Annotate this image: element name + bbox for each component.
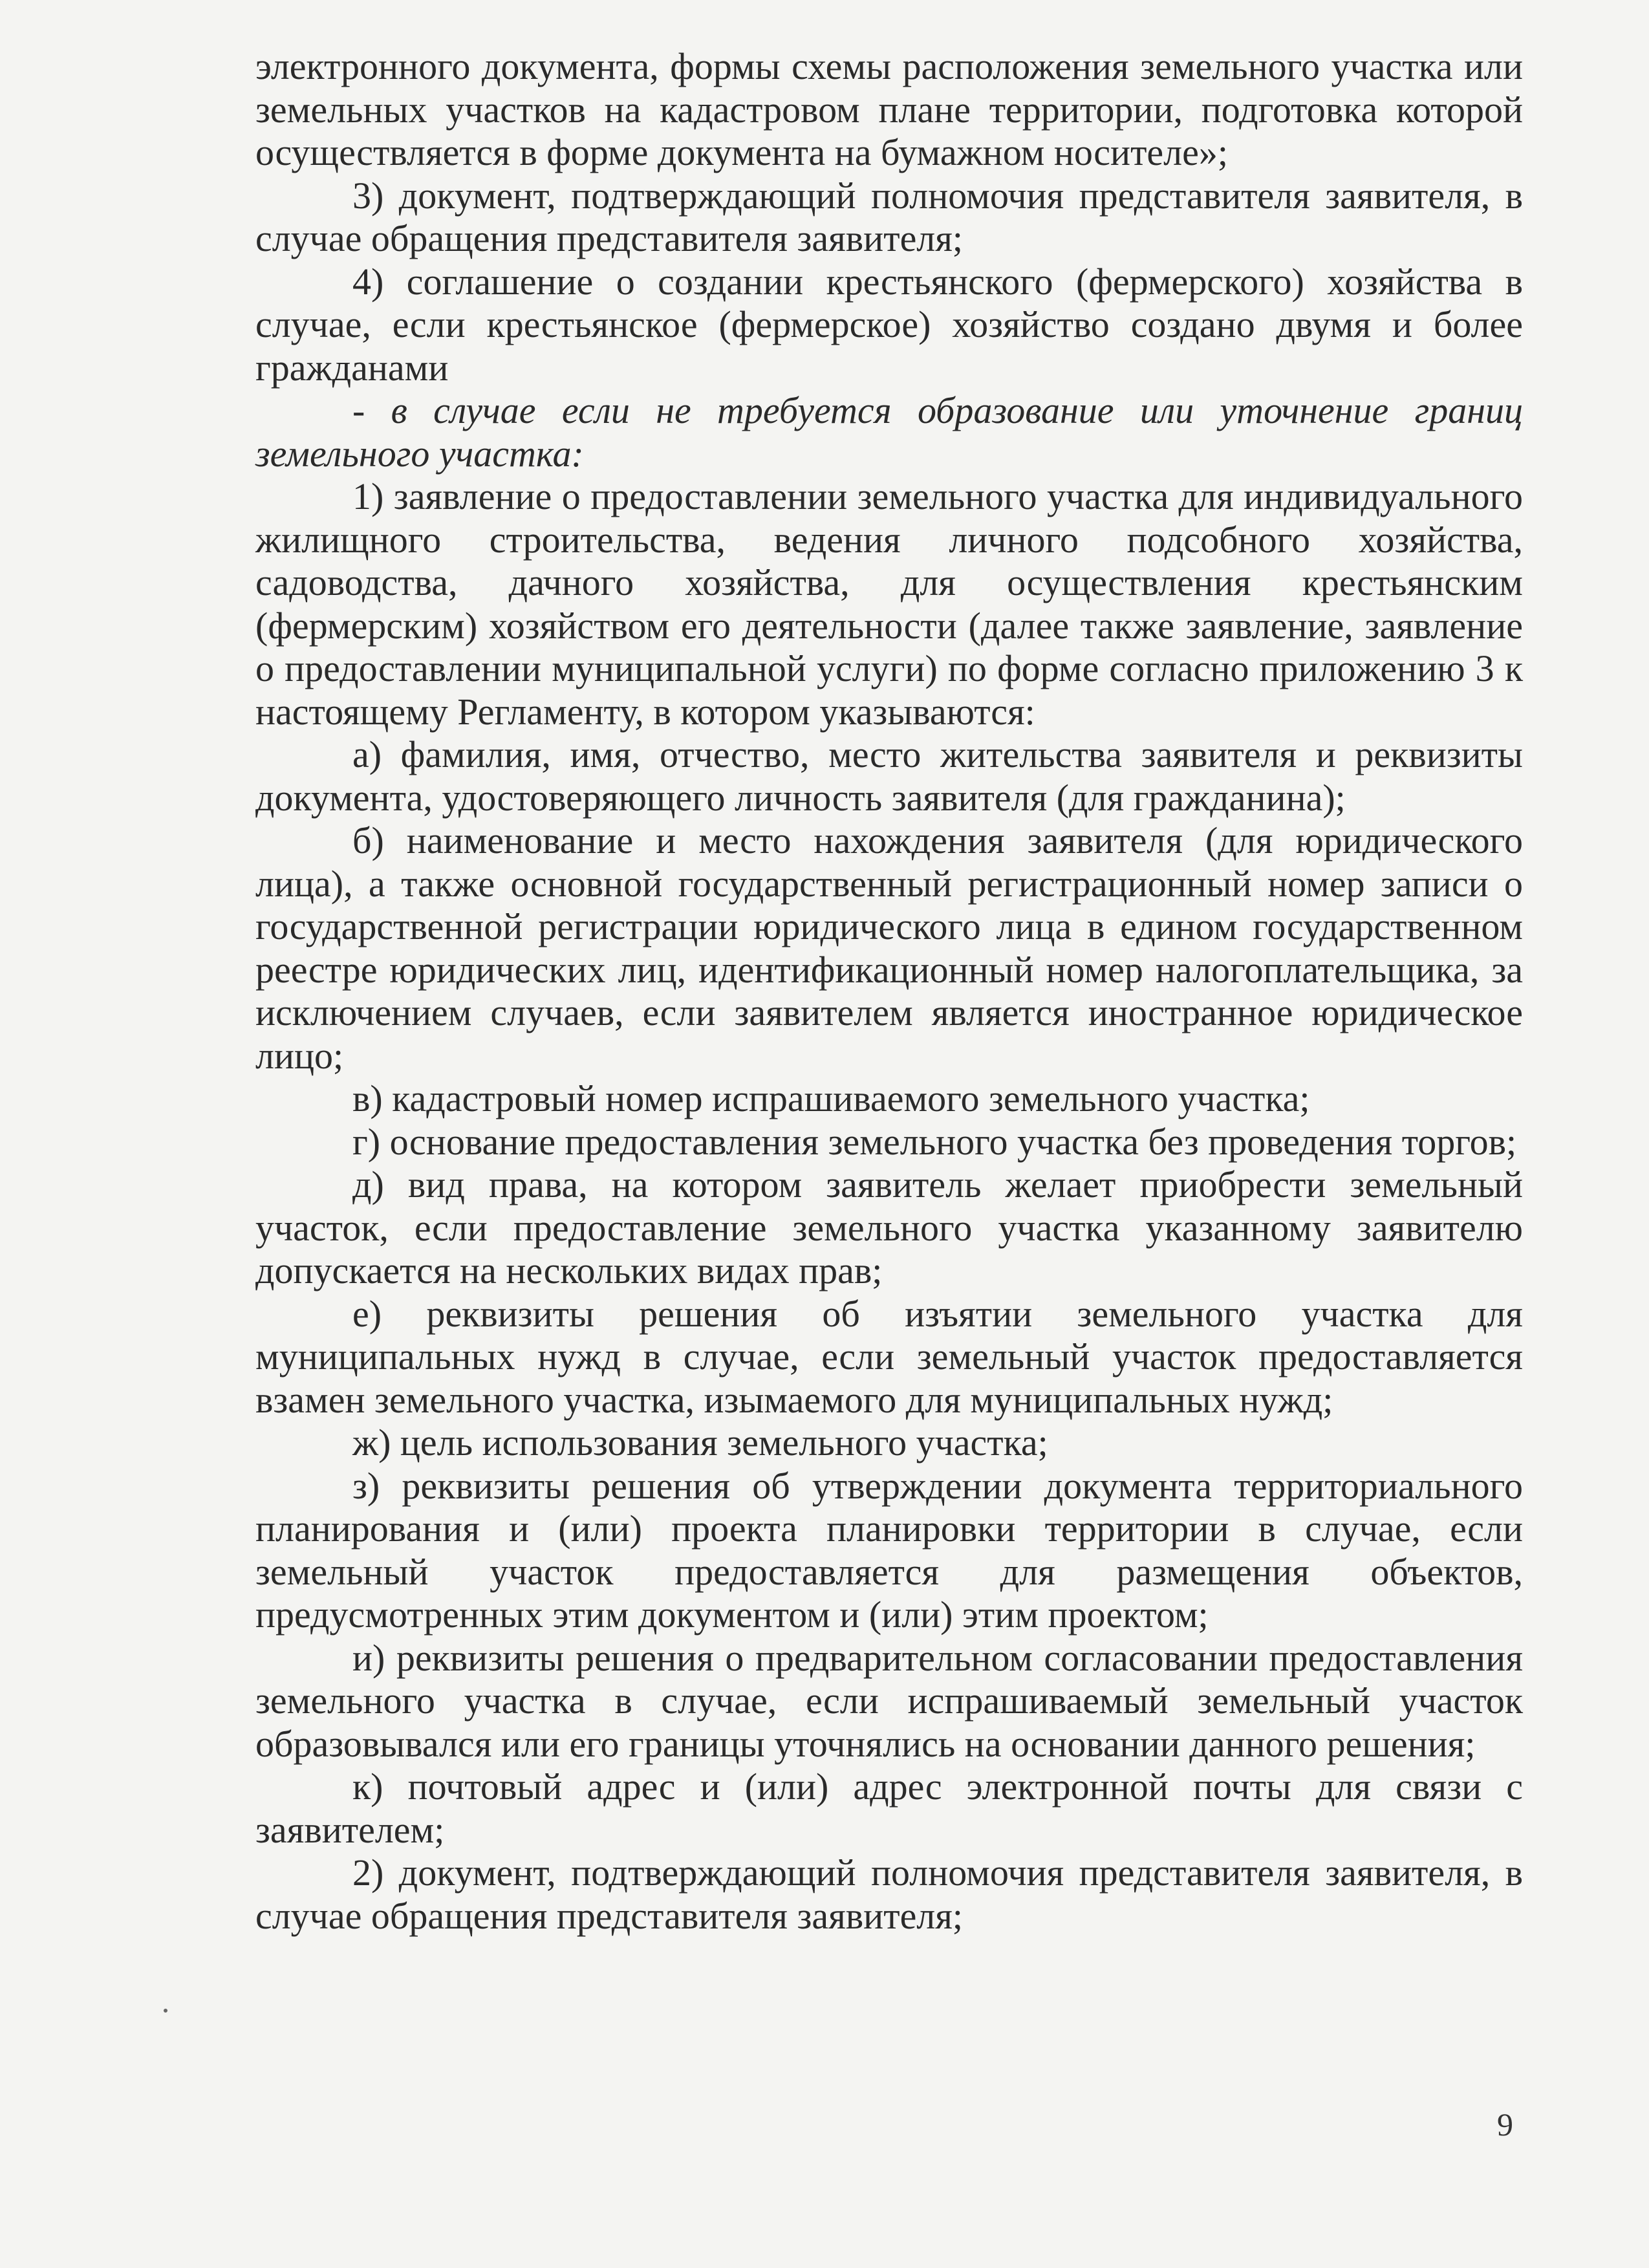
paragraph: д) вид права, на котором заявитель желает приобрести земельный участок, если предоставление земельного участка указанному заявителю допускается на нескольких видах прав; xyxy=(255,1163,1523,1291)
document-body xyxy=(255,45,1523,1938)
paragraph: е) реквизиты решения об изъятии земельного участка для муниципальных нужд в случае, если земельный участок предоставляется взамен земельного участка, изымаемого для муниципальных нужд; xyxy=(255,1292,1523,1421)
paragraph: 3) документ, подтверждающий полномочия представителя заявителя, в случае обращения представителя заявителя; xyxy=(255,174,1523,259)
paragraph: 4) соглашение о создании крестьянского (фермерского) хозяйства в случае, если крестьянское (фермерское) хозяйство создано двумя и более гражданами xyxy=(255,260,1523,389)
paragraph: в) кадастровый номер испрашиваемого земельного участка; xyxy=(352,1077,1310,1119)
paragraph: 2) документ, подтверждающий полномочия представителя заявителя, в случае обращения представителя заявителя; xyxy=(255,1852,1523,1937)
scan-speck xyxy=(164,2009,167,2013)
paragraph-italic-heading: - в случае если не требуется образование или уточнение границ земельного участка: xyxy=(255,389,1523,475)
paragraph: электронного документа, формы схемы расположения земельного участка или земельных участков на кадастровом плане территории, подготовка которой осуществляется в форме документа на бумажном носителе»; xyxy=(255,45,1523,173)
paragraph: б) наименование и место нахождения заявителя (для юридического лица), а также основной государственный регистрационный номер записи о государственной регистрации юридического лица в едином государственном реестре юридических лиц, идентификационный номер налогоплательщика, за исключением случаев, если заявителем является иностранное юридическое лицо; xyxy=(255,819,1523,1077)
paragraph: г) основание предоставления земельного участка без проведения торгов; xyxy=(352,1120,1517,1163)
paragraph: а) фамилия, имя, отчество, место жительства заявителя и реквизиты документа, удостоверяющего личность заявителя (для гражданина); xyxy=(255,733,1523,819)
paragraph: з) реквизиты решения об утверждении документа территориального планирования и (или) проекта планировки территории в случае, если земельный участок предоставляется для размещения объектов, предусмотренных этим документом и (или) этим проектом; xyxy=(255,1464,1523,1636)
paragraph: ж) цель использования земельного участка; xyxy=(352,1421,1048,1463)
paragraph: 1) заявление о предоставлении земельного участка для индивидуального жилищного строительства, ведения личного подсобного хозяйства, садоводства, дачного хозяйства, для осуществления крестьянским (фермерским) хозяйством его деятельности (далее также заявление, заявление о предоставлении муниципальной услуги) по форме согласно приложению 3 к настоящему Регламенту, в котором указываются: xyxy=(255,475,1523,733)
paragraph: и) реквизиты решения о предварительном согласовании предоставления земельного участка в случае, если испрашиваемый земельный участок образовывался или его границы уточнялись на основании данного решения; xyxy=(255,1636,1523,1765)
paragraph: к) почтовый адрес и (или) адрес электронной почты для связи с заявителем; xyxy=(255,1766,1523,1851)
page-number: 9 xyxy=(1497,2106,1513,2143)
